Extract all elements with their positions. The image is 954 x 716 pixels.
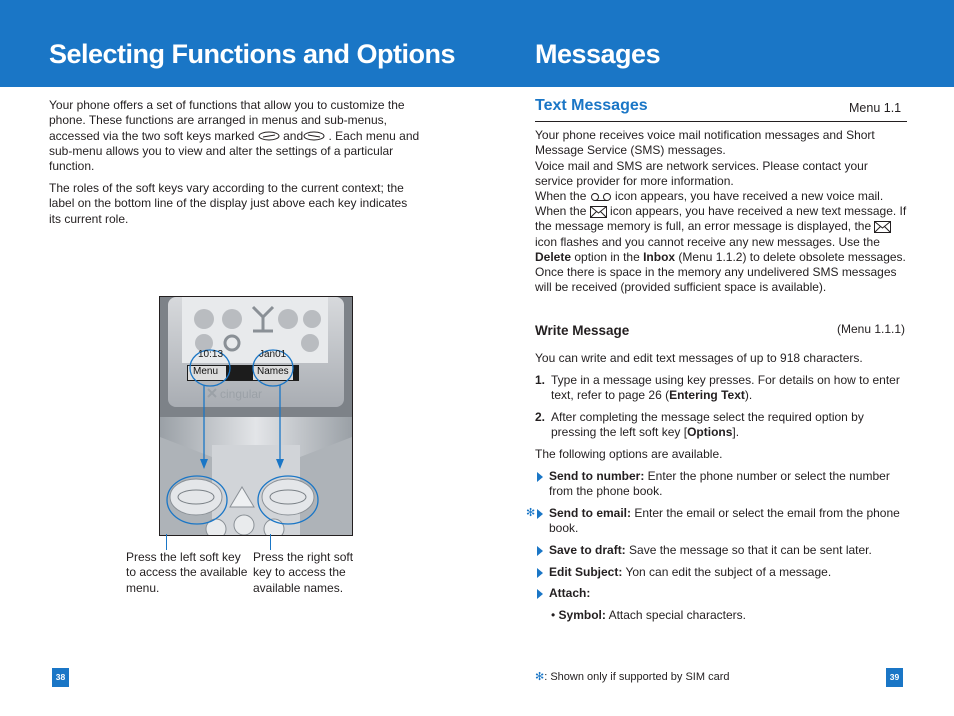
voicemail-paragraph: [535, 189, 907, 204]
entering-text-label: Entering Text: [669, 388, 745, 403]
step-2-text-a: After completing the message select the required option by pressing the left soft key [: [551, 410, 864, 440]
phone-left-softkey-label: Menu: [193, 366, 219, 377]
bullet-arrow-icon: [537, 589, 543, 599]
phone-right-softkey-label: Names: [257, 366, 289, 377]
left-softkey-caption: Press the left soft key to access the available menu.: [126, 550, 248, 595]
phone-figure: [159, 296, 353, 536]
option-text: Enter the email or select the email from the phone book.: [549, 506, 900, 536]
sim-asterisk-icon: ✻: [526, 507, 536, 519]
step-1-text-b: ).: [744, 388, 753, 403]
right-page-title: Messages: [535, 39, 661, 69]
step-1-text: [551, 373, 901, 404]
envelope-icon: [590, 206, 607, 218]
bullet-arrow-icon: [537, 568, 543, 578]
right-page-number: 39: [886, 668, 903, 687]
option-label: Attach:: [549, 586, 591, 600]
phone-illustration: [160, 297, 352, 535]
option-edit-subject: [549, 565, 904, 580]
sms-intro-paragraph: Your phone receives voice mail notification messages and Short Message Service (SMS) messages.: [535, 128, 875, 158]
delete-option-label: Delete: [535, 249, 572, 264]
left-softkey-icon: [258, 131, 280, 141]
symbol-label: Symbol:: [558, 608, 606, 622]
left-callout-line: [166, 534, 167, 550]
text-messages-menu-ref: Menu 1.1: [849, 101, 902, 115]
attach-symbol-item: [551, 608, 901, 623]
symbol-bullet: •: [551, 608, 556, 622]
envelope-flashing-icon: [874, 221, 891, 233]
bullet-arrow-icon: [537, 472, 543, 482]
intro-text-a: Your phone offers a set of functions that allow you to customize the phone. These functions are arranged in menus and sub-menus, accessed via the two soft keys marked: [49, 98, 405, 143]
option-attach: [549, 586, 904, 601]
network-paragraph: Voice mail and SMS are network services. Please contact your service provider for more information.: [535, 159, 868, 189]
phone-date: Jan01: [259, 349, 287, 360]
option-text: Save the message so that it can be sent later.: [625, 543, 872, 557]
left-intro-paragraph: [49, 98, 421, 174]
step-1-text-a: Type in a message using key presses. For details on how to enter text, refer to page 26 (: [551, 373, 900, 403]
right-softkey-icon: [303, 131, 325, 141]
inbox-label: Inbox: [643, 249, 676, 264]
text-message-text-c: icon flashes and you cannot receive any new messages. Use the: [535, 234, 880, 249]
left-page-number: 38: [52, 668, 69, 687]
option-send-to-number: [549, 469, 904, 500]
option-label: Send to email:: [549, 506, 632, 520]
write-message-heading: Write Message: [535, 323, 630, 338]
option-label: Send to number:: [549, 469, 645, 483]
voicemail-text-b: icon appears, you have received a new voice mail.: [611, 189, 884, 203]
footnote-asterisk-icon: ✻: [535, 671, 545, 683]
text-message-text-d: option in the: [571, 249, 644, 264]
step-1-number: 1.: [535, 373, 546, 387]
text-message-text-a: When the: [535, 204, 590, 218]
write-message-menu-ref: (Menu 1.1.1): [837, 322, 906, 336]
voicemail-text-a: When the: [535, 189, 590, 203]
text-messages-heading: Text Messages: [535, 97, 648, 114]
left-roles-paragraph: The roles of the soft keys vary according to the current context; the label on the bottom line of the display just above each key indicates its current role.: [49, 181, 408, 226]
bullet-arrow-icon: [537, 546, 543, 556]
text-message-text-e: (Menu 1.1.2) to delete obsolete messages. Once there is space in the memory any undelivered SMS messages will be received (provided sufficient space is available).: [535, 249, 906, 295]
text-message-paragraph: [535, 204, 907, 296]
bullet-arrow-icon: [537, 509, 543, 519]
phone-clock: 10:13: [198, 349, 224, 360]
step-2-number: 2.: [535, 410, 546, 424]
intro-text-and: and: [283, 128, 304, 143]
option-label: Save to draft:: [549, 543, 626, 557]
option-send-to-email: [549, 506, 904, 537]
symbol-text: Attach special characters.: [605, 608, 746, 622]
phone-brand-logo: cingular: [220, 387, 263, 401]
voicemail-icon: [590, 192, 612, 202]
step-2-text-b: ].: [732, 425, 740, 440]
following-options-paragraph: The following options are available.: [535, 447, 723, 461]
step-2-text: [551, 410, 901, 441]
write-message-paragraph: You can write and edit text messages of up to 918 characters.: [535, 351, 863, 365]
sim-footnote: [535, 670, 729, 685]
right-softkey-caption: Press the right soft key to access the available names.: [253, 550, 354, 595]
option-text: Yon can edit the subject of a message.: [622, 565, 832, 579]
cingular-logo-icon: [206, 387, 218, 399]
option-text: Enter the phone number or select the number from the phone book.: [549, 469, 890, 499]
footnote-text: : Shown only if supported by SIM card: [544, 671, 730, 683]
left-page-title: Selecting Functions and Options: [49, 39, 456, 69]
intro-text-b: . Each menu and sub-menu allows you to view and alter the settings of a particular function.: [49, 128, 420, 174]
section-divider: [535, 121, 907, 122]
right-callout-line: [270, 534, 271, 550]
option-label: Edit Subject:: [549, 565, 623, 579]
options-label: Options: [687, 425, 733, 440]
text-message-text-b: icon appears, you have received a new text message. If the message memory is full, an error message is displayed, the: [535, 204, 907, 234]
option-save-to-draft: [549, 543, 904, 558]
